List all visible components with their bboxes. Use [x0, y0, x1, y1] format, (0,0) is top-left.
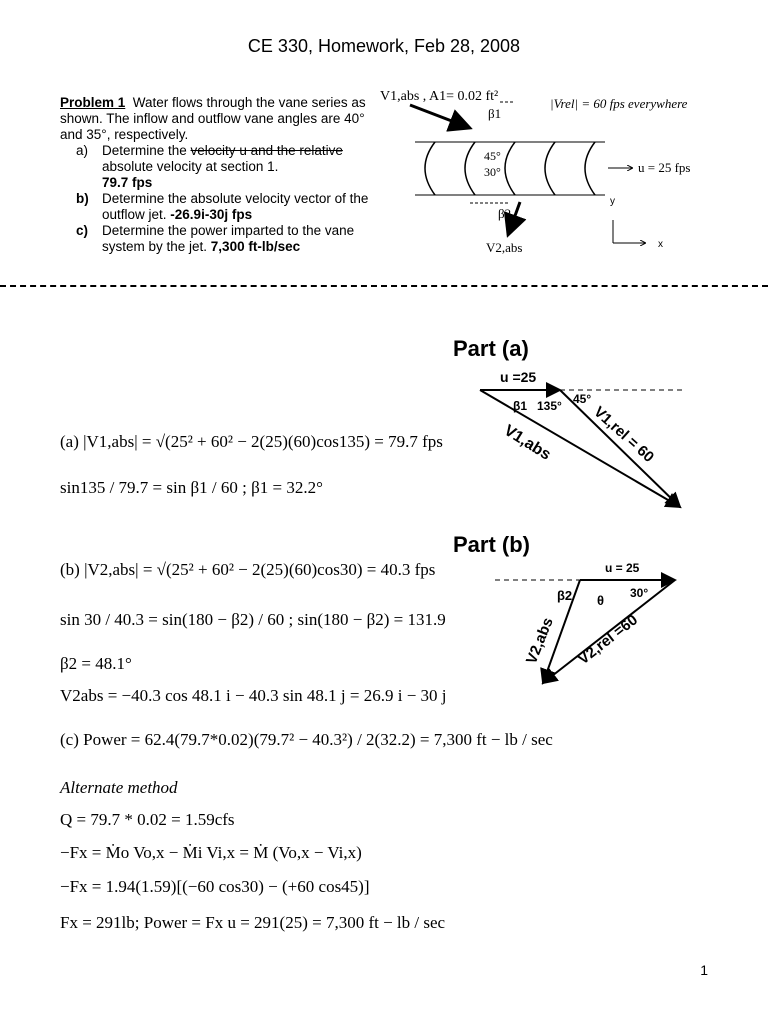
vane-figure — [370, 80, 710, 265]
problem-statement — [60, 95, 370, 255]
problem-label: Problem 1 — [60, 95, 126, 110]
v1-rel-vector — [560, 390, 680, 507]
item-answer: 7,300 ft-lb/sec — [210, 239, 301, 254]
eq-a-2: sin135 / 79.7 = sin β1 / 60 ; β1 = 32.2° — [60, 478, 323, 497]
eq-c-1: (c) Power = 62.4(79.7*0.02)(79.7² − 40.3²) / 2(32.2) = 7,300 ft − lb / sec — [60, 730, 553, 749]
u-label: u = 25 — [605, 561, 640, 575]
item-letter: b) — [76, 191, 89, 206]
part-b-heading: Part (b) — [453, 532, 530, 557]
problem-text: Water flows through the vane series as shown. The inflow and outflow vane angles are 40° and 35°, respectively. — [60, 95, 366, 142]
theta-label: θ — [597, 593, 605, 608]
angle-30-label: 30° — [484, 165, 501, 179]
y-axis-label: y — [610, 196, 615, 207]
eq-c-4: −Fx = 1.94(1.59)[(−60 cos30) − (+60 cos45)] — [60, 877, 370, 896]
part-a-velocity-triangle — [475, 365, 695, 515]
page-title: CE 330, Homework, Feb 28, 2008 — [247, 36, 521, 56]
eq-c-2: Q = 79.7 * 0.02 = 1.59cfs — [60, 810, 235, 829]
vrel-label: |Vrel| = 60 fps everywhere — [550, 96, 688, 111]
alternate-method-heading: Alternate method — [60, 778, 178, 797]
item-text: Determine the absolute velocity vector of the outflow jet. — [102, 191, 369, 222]
item-text-post: absolute velocity at section 1. — [102, 159, 279, 174]
section-divider — [0, 285, 768, 287]
angle-135-label: 135° — [537, 399, 562, 413]
eq-a-1: (a) |V1,abs| = √(25² + 60² − 2(25)(60)cos135) = 79.7 fps — [60, 432, 443, 451]
v2-abs-label: V2,abs — [486, 240, 523, 255]
beta2-label: β2 — [557, 588, 573, 603]
page-number: 1 — [700, 962, 708, 978]
v1-arrow — [410, 105, 470, 128]
problem-item-c — [60, 223, 370, 255]
eq-c-3: −Fx = Ṁo Vo,x − Ṁi Vi,x = Ṁ (Vo,x − Vi,x) — [60, 843, 362, 862]
problem-item-b — [60, 191, 370, 223]
eq-b-1: (b) |V2,abs| = √(25² + 60² − 2(25)(60)cos30) = 40.3 fps — [60, 560, 436, 579]
problem-item-a — [60, 143, 370, 191]
u-label: u = 25 fps — [638, 160, 691, 175]
angle-45-label: 45° — [573, 392, 592, 406]
v1-abs-label: V1,abs — [500, 421, 554, 464]
vane-blades — [425, 142, 595, 195]
beta1-label: β1 — [488, 106, 502, 121]
beta2-label: β2 — [498, 206, 512, 221]
v1-rel-label: V1,rel = 60 — [590, 403, 658, 466]
eq-b-3: β2 = 48.1° — [60, 654, 132, 673]
item-text: Determine the power imparted to the vane system by the jet. — [102, 223, 355, 254]
problem-intro — [60, 95, 370, 143]
item-text: Determine the — [102, 143, 191, 158]
item-strike-text: velocity u and the relative — [190, 143, 343, 158]
problem-items — [60, 143, 370, 255]
v1-abs-label: V1,abs , A1= 0.02 ft² — [380, 89, 499, 104]
item-letter: c) — [76, 223, 89, 238]
item-answer: -26.9i-30j fps — [170, 207, 253, 222]
beta1-label: β1 — [513, 399, 527, 413]
x-axis-label: x — [658, 239, 663, 250]
item-answer: 79.7 fps — [102, 175, 153, 190]
u-label: u =25 — [500, 369, 537, 385]
part-b-velocity-triangle — [495, 555, 685, 690]
eq-c-5: Fx = 291lb; Power = Fx u = 291(25) = 7,300 ft − lb / sec — [60, 913, 446, 932]
v2-abs-label: V2,abs — [522, 615, 557, 667]
item-letter: a) — [76, 143, 89, 158]
angle-45-label: 45° — [484, 149, 501, 163]
eq-b-2: sin 30 / 40.3 = sin(180 − β2) / 60 ; sin(180 − β2) = 131.9 — [60, 610, 446, 629]
eq-b-4: V2abs = −40.3 cos 48.1 i − 40.3 sin 48.1 j = 26.9 i − 30 j — [60, 686, 447, 705]
angle-30-label: 30° — [630, 586, 649, 600]
part-a-heading: Part (a) — [453, 336, 529, 361]
v2-rel-label: V2,rel =60 — [574, 611, 642, 669]
